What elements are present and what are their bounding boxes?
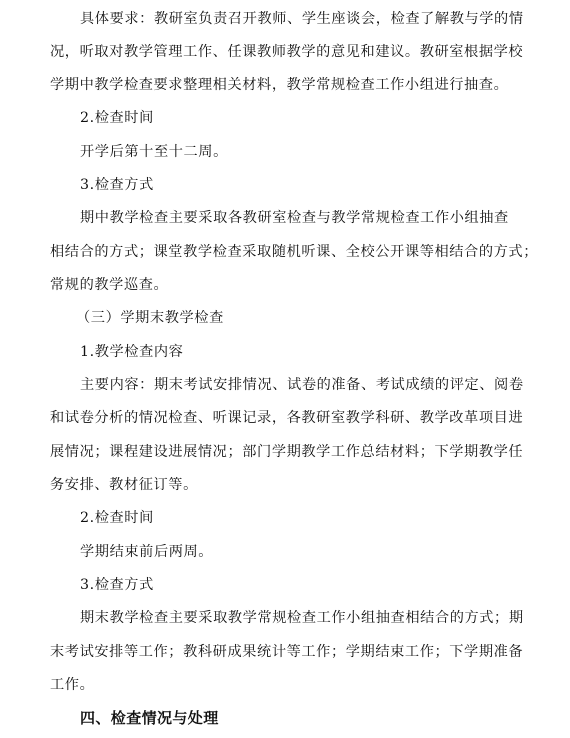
text-line: 展情况；课程建设进展情况；部门学期教学工作总结材料；下学期教学任 (50, 444, 524, 460)
text-line: 主要内容：期末考试安排情况、试卷的准备、考试成绩的评定、阅卷 (80, 377, 524, 393)
text-line: 期末教学检查主要采取教学常规检查工作小组抽查相结合的方式；期 (80, 610, 524, 626)
section-heading-inspection-results: 四、检查情况与处理 (80, 709, 219, 727)
text-line: 学期结束前后两周。 (80, 544, 214, 560)
text-line: 具体要求：教研室负责召开教师、学生座谈会，检查了解教与学的情 (80, 11, 524, 27)
subheading-check-content: 1.教学检查内容 (80, 344, 184, 360)
section-heading-semester-end: （三）学期末教学检查 (76, 310, 224, 326)
subheading-check-method: 3.检查方式 (80, 577, 154, 593)
subheading-check-method: 3.检查方式 (80, 177, 154, 193)
text-line: 学期中教学检查要求整理相关材料，教学常规检查工作小组进行抽查。 (50, 77, 509, 93)
text-line: 况，听取对教学管理工作、任课教师教学的意见和建议。教研室根据学校 (50, 44, 524, 60)
subheading-check-time: 2.检查时间 (80, 510, 154, 526)
text-line: 务安排、教材征订等。 (50, 477, 198, 493)
text-line: 常规的教学巡查。 (50, 277, 169, 293)
text-line: 末考试安排等工作；教科研成果统计等工作；学期结束工作；下学期准备 (50, 644, 524, 660)
text-line: 和试卷分析的情况检查、听课记录，各教研室教学科研、教学改革项目进 (50, 410, 524, 426)
text-line: 开学后第十至十二周。 (80, 144, 228, 160)
subheading-check-time: 2.检查时间 (80, 110, 154, 126)
text-line: 工作。 (50, 677, 95, 693)
text-line: 期中教学检查主要采取各教研室检查与教学常规检查工作小组抽查 (80, 210, 509, 226)
text-line: 相结合的方式；课堂教学检查采取随机听课、全校公开课等相结合的方式； (50, 244, 538, 260)
